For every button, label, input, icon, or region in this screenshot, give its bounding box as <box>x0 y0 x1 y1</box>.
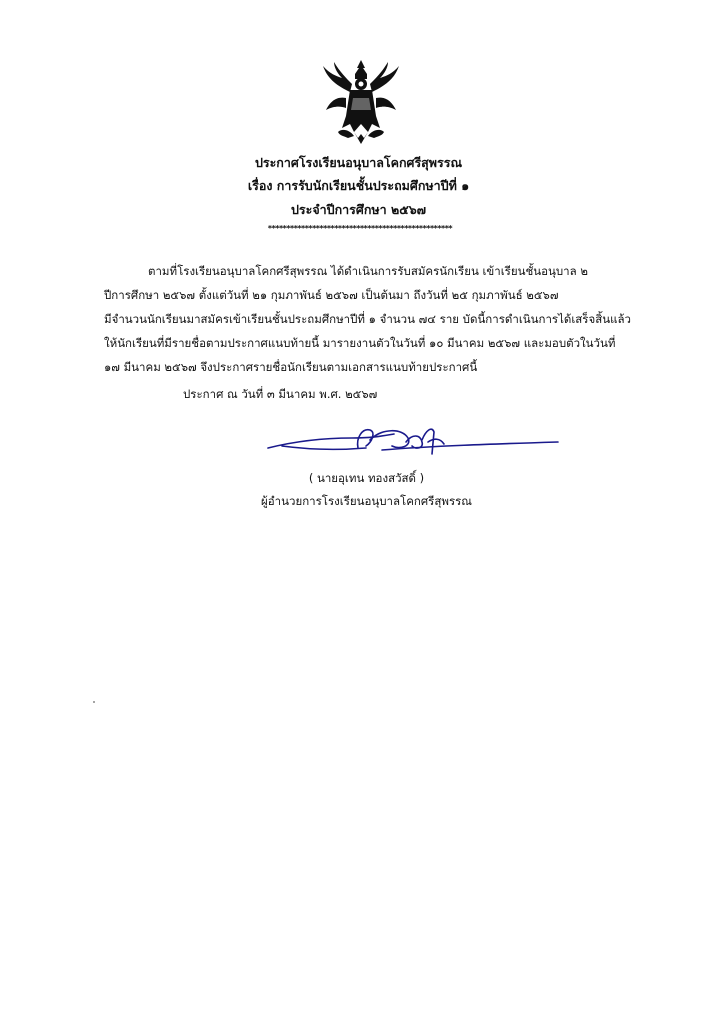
star-separator: ************************************************** <box>267 224 453 233</box>
handwritten-signature <box>262 420 562 464</box>
body-line-5: ๑๗ มีนาคม ๒๕๖๗ จึงประกาศรายชื่อนักเรียนตามเอกสารแนบท้ายประกาศนี้ <box>104 360 478 374</box>
announcement-subject: เรื่อง การรับนักเรียนชั้นประถมศึกษาปีที่ ๑ <box>247 178 470 193</box>
body-line-4: ให้นักเรียนที่มีรายชื่อตามประกาศแนบท้ายนี้ มารายงานตัวในวันที่ ๑๐ มีนาคม ๒๕๖๗ และมอบตัวในวันที่ <box>104 336 616 350</box>
announcement-date: ประกาศ ณ วันที่ ๓ มีนาคม พ.ศ. ๒๕๖๗ <box>183 387 378 401</box>
announcement-title: ประกาศโรงเรียนอนุบาลโคกศรีสุพรรณ <box>254 155 463 170</box>
signer-position: ผู้อำนวยการโรงเรียนอนุบาลโคกศรีสุพรรณ <box>261 494 472 508</box>
academic-year-line: ประจำปีการศึกษา ๒๕๖๗ <box>290 202 427 217</box>
signer-name: ( นายอุเทน ทองสวัสดิ์ ) <box>308 471 425 485</box>
scan-speck <box>93 701 95 703</box>
body-line-1: ตามที่โรงเรียนอนุบาลโคกศรีสุพรรณ ได้ดำเนินการรับสมัครนักเรียน เข้าเรียนชั้นอนุบาล ๒ <box>148 264 588 278</box>
body-line-2: ปีการศึกษา ๒๕๖๗ ตั้งแต่วันที่ ๒๑ กุมภาพันธ์ ๒๕๖๗ เป็นต้นมา ถึงวันที่ ๒๕ กุมภาพันธ์ ๒๕๖๗ <box>104 288 559 302</box>
body-line-3: มีจำนวนนักเรียนมาสมัครเข้าเรียนชั้นประถมศึกษาปีที่ ๑ จำนวน ๗๔ ราย บัดนี้การดำเนินการได้เสร็จสิ้นแล้ว <box>104 312 631 326</box>
garuda-emblem-icon <box>320 58 402 148</box>
